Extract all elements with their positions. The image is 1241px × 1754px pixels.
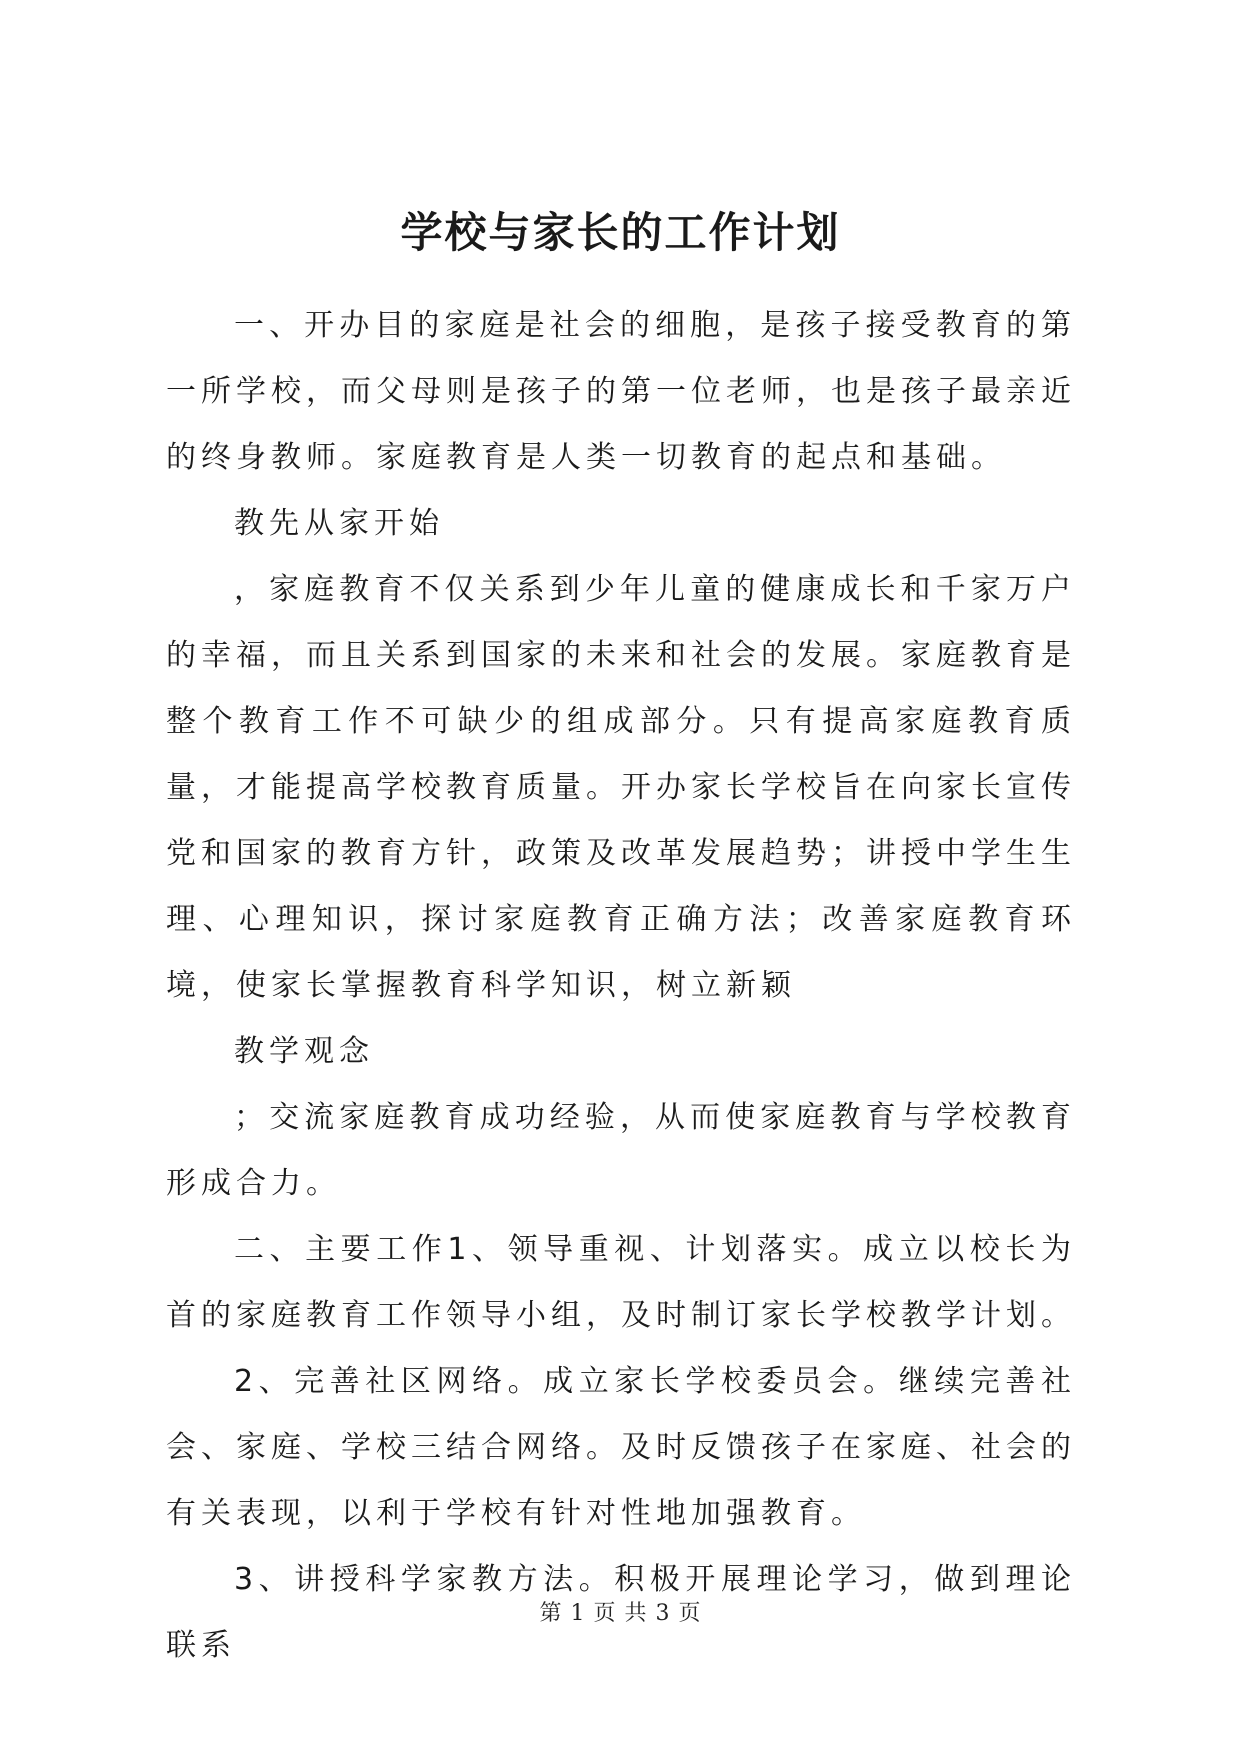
paragraph-exchange-experience: ；交流家庭教育成功经验，从而使家庭教育与学校教育形成合力。 [166, 1100, 1076, 1201]
page-title: 学校与家长的工作计划 [400, 208, 841, 257]
paragraph-community-network: 2、完善社区网络。成立家长学校委员会。继续完善社会、家庭、学校三结合网络。及时反馈孩子在家庭、社会的有关表现，以利于学校有针对性地加强教育。 [166, 1364, 1076, 1531]
paragraph-family-education: ，家庭教育不仅关系到少年儿童的健康成长和千家万户的幸福，而且关系到国家的未来和社会的发展。家庭教育是整个教育工作不可缺少的组成部分。只有提高家庭教育质量，才能提高学校教育质量。开办家长学校旨在向家长宣传党和国家的教育方针，政策及改革发展趋势；讲授中学生生理、心理知识，探讨家庭教育正确方法；改善家庭教育环境，使家长掌握教育科学知识，树立新颖 [166, 572, 1076, 1003]
document-body [166, 293, 1076, 1679]
paragraph-main-work: 二、主要工作1、领导重视、计划落实。成立以校长为首的家庭教育工作领导小组，及时制订家长学校教学计划。 [166, 1232, 1076, 1333]
paragraph-teaching-methods: 3、讲授科学家教方法。积极开展理论学习，做到理论联系 [166, 1562, 1076, 1663]
paragraph-heading-fragment: 教先从家开始 [234, 506, 444, 541]
paragraph-teaching-concept: 教学观念 [234, 1034, 374, 1069]
paragraph-purpose: 一、开办目的家庭是社会的细胞，是孩子接受教育的第一所学校，而父母则是孩子的第一位老师，也是孩子最亲近的终身教师。家庭教育是人类一切教育的起点和基础。 [166, 308, 1076, 475]
page-number-footer: 第 1 页 共 3 页 [539, 1601, 702, 1626]
